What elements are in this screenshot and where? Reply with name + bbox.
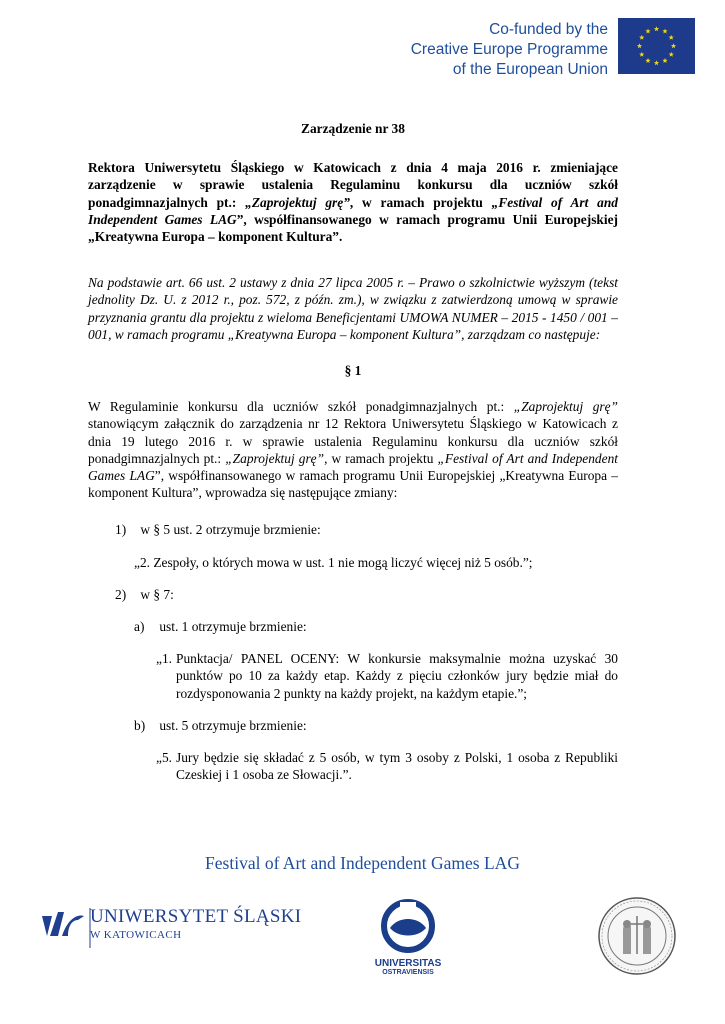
list-item-2a-quote xyxy=(88,650,618,702)
list-item-2b-label: b) xyxy=(134,717,146,733)
ostrava-name-line-1: UNIVERSITAS xyxy=(374,958,442,969)
list-item-2b-quote-text: Jury będzie się składać z 5 osób, w tym 3 osoby z Polski, 1 osoba z Republiki Czeskiej i 1 osoba ze Słowacji.”. xyxy=(176,750,618,783)
list-item-1-label: 1) xyxy=(115,522,127,538)
list-item-2a-quote-text: Punktacja/ PANEL OCENY: W konkursie maksymalnie można uzyskać 30 punktów po 10 za każdy etap. Każdy z pięciu członków jury będzie miał do rozdysponowania 2 punkty na każdy projekt, na każdym etapie.”; xyxy=(176,651,618,701)
document-body xyxy=(88,120,618,798)
list-item-2a-label: a) xyxy=(134,619,145,635)
list-item-2 xyxy=(88,586,618,603)
preamble: Na podstawie art. 66 ust. 2 ustawy z dnia 27 lipca 2005 r. – Prawo o szkolnictwie wyższym (tekst jednolity Dz. U. z 2012 r., poz. 572, z późn. zm.), w związku z zatwierdzoną umową w sprawie przyznania grantu dla projektu z wieloma Beneficjentami UMOWA NUMER – 2015 - 1450 / 001 – 001, w ramach programu „Kreatywna Europa – komponent Kultura”, zarządzam co następuje: xyxy=(88,275,618,342)
heading-italic-2: „Festival of Art and Independent Games LAG xyxy=(88,194,619,227)
heading-part-2: , w ramach projektu xyxy=(349,194,492,210)
heading-italic-1: „Zaprojektuj grę” xyxy=(245,194,350,210)
body-part-4: ”, współfinansowanego w ramach programu Unii Europejskiej „Kreatywna Europa – komponent Kultura”, wprowadza się następujące zmiany: xyxy=(88,468,619,501)
eu-flag-icon xyxy=(618,18,695,74)
heading-part-1: Rektora Uniwersytetu Śląskiego w Katowicach z dnia 4 maja 2016 r. zmieniające zarządzenie w sprawie ustalenia Regulaminu konkursu dla uczniów szkół ponadgimnazjalnych pt.: xyxy=(88,160,618,210)
list-item-2a-text: ust. 1 otrzymuje brzmienie: xyxy=(159,619,307,635)
body-italic-1: „Zaprojektuj grę” xyxy=(513,399,618,415)
university-name: UNIWERSYTET ŚLĄSKI xyxy=(90,906,302,927)
eu-line-1: Co-funded by the xyxy=(489,21,608,38)
body-paragraph xyxy=(88,398,618,501)
body-part-1: W Regulaminie konkursu dla uczniów szkół ponadgimnazjalnych pt.: xyxy=(88,399,514,415)
list-item-2b xyxy=(88,717,618,734)
body-italic-3: „Festival of Art and Independent Games LAG xyxy=(88,450,618,484)
list-item-2b-quote xyxy=(88,749,618,783)
list-item-1-quote: „2. Zespoły, o których mowa w ust. 1 nie mogą liczyć więcej niż 5 osób.”; xyxy=(134,554,533,570)
university-seal-icon xyxy=(597,896,677,976)
body-part-2: stanowiącym załącznik do zarządzenia nr 12 Rektora Uniwersytetu Śląskiego w Katowicach z dnia 19 lutego 2016 r. w sprawie ustalenia Regulaminu konkursu dla uczniów szkół ponadgimnazjalnych pt.: xyxy=(88,416,618,466)
eu-line-3: of the European Union xyxy=(452,61,608,78)
list-item-2b-quote-num: „5. xyxy=(156,750,172,766)
list-item-1 xyxy=(88,521,618,538)
body-italic-2: „Zaprojektuj grę” xyxy=(225,450,325,466)
eu-line-2: Creative Europe Programme xyxy=(410,41,608,58)
heading-part-3: ”, współfinansowanego w ramach programu Unii Europejskiej „Kreatywna Europa – komponent Kultura”. xyxy=(88,211,618,245)
list-item-2-text: w § 7: xyxy=(140,586,174,602)
ostrava-name-line-2: OSTRAVIENSIS xyxy=(382,969,434,976)
list-item-2-label: 2) xyxy=(115,586,127,602)
eu-cofunding-text xyxy=(380,20,608,80)
festival-footer-title: Festival of Art and Independent Games LAG xyxy=(205,853,520,873)
university-city: W KATOWICACH xyxy=(90,929,182,941)
body-part-3: , w ramach projektu xyxy=(324,450,438,466)
list-item-2b-text: ust. 5 otrzymuje brzmienie: xyxy=(159,717,307,733)
document-title: Zarządzenie nr 38 xyxy=(301,121,405,136)
section-mark: § 1 xyxy=(344,363,362,379)
list-item-2a-quote-num: „1. xyxy=(156,651,172,667)
list-item-1-text: w § 5 ust. 2 otrzymuje brzmienie: xyxy=(140,522,321,538)
list-item-2a xyxy=(88,618,618,635)
document-heading xyxy=(88,159,618,245)
